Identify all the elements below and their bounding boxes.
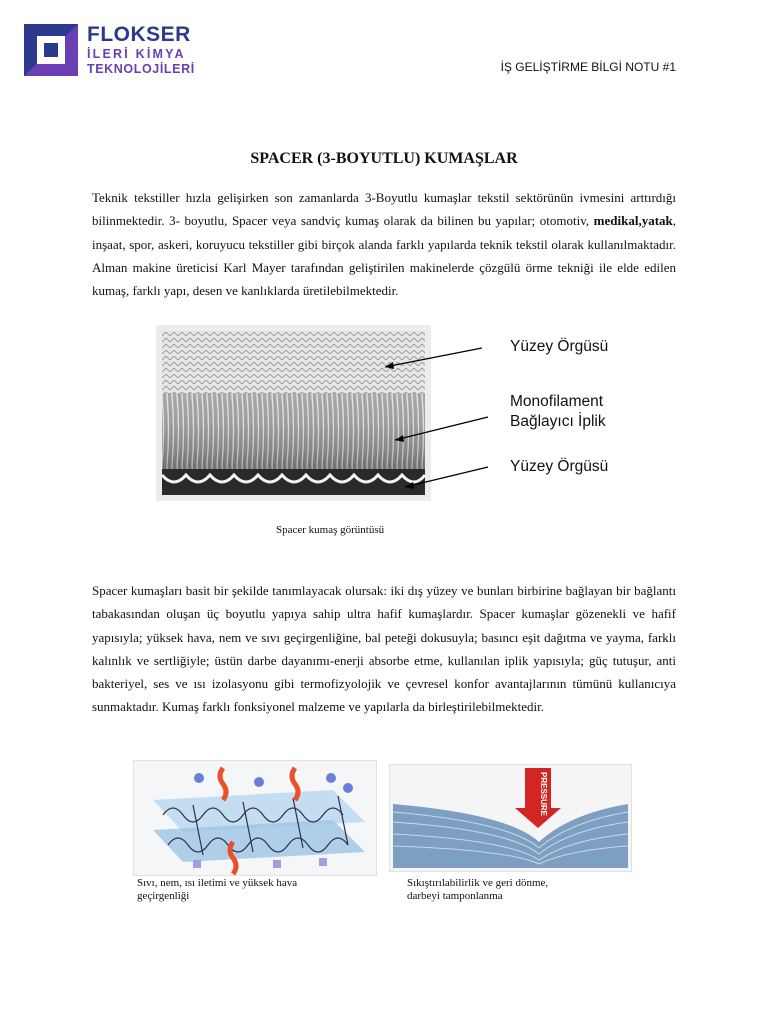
logo-subtitle-1: İLERİ KİMYA — [87, 47, 186, 61]
pressure-label: PRESSURE — [539, 772, 548, 817]
pressure-illustration — [389, 764, 632, 872]
document-title: SPACER (3-BOYUTLU) KUMAŞLAR — [250, 150, 518, 167]
description-paragraph: Spacer kumaşları basit bir şekilde tanımlayacak olursak: iki dış yüzey ve bunları birbirine bağlayan bir bağlantı tabakasından oluşan üç boyutlu yapıya sahip ultra hafif kumaşlardır. Spacer kumaşlar gözenekli ve hafif yapısıyla; yüksek hava, nem ve sıvı geçirgenliğine, bal peteği dokusuyla; basıncı eşit dağıtma ve yayma, farklı kalınlık ve sertliğiyle; üstün darbe dayanımı-enerji absorbe etme, kullanılan iplik yapısıyla; güç tutuşur, anti bakteriyel, ses ve ısı izolasyonu gibi termofizyolojik ve çevresel konfor avantajlarının tümünü kullanıcıya sunmaktadır. Kumaş farklı fonksiyonel malzeme ve yapılarla da birleştirilebilmektedir. — [92, 583, 676, 715]
header-note: İŞ GELİŞTİRME BİLGİ NOTU #1 — [500, 60, 676, 74]
intro-paragraph — [92, 186, 676, 302]
logo-mark-icon — [24, 24, 78, 76]
label-monofilament-line1: Monofilament — [510, 393, 604, 410]
figure3-caption-line2: darbeyi tamponlanma — [407, 890, 503, 902]
spacer-fabric-image — [156, 325, 431, 501]
logo-subtitle-2: TEKNOLOJİLERİ — [87, 61, 195, 76]
intro-text-2: , inşaat, spor, askeri, koruyucu tekstiller gibi birçok alanda farklı yapılarda teknik tekstil olarak kullanılmaktadır. Alman makine üreticisi Karl Mayer tarafından geliştirilen makinelerde çözgülü örme tekniği ile elde edilen kumaş, farklı yapı, desen ve kanlıklarda üretilebilmektedir. — [92, 213, 676, 299]
breathability-illustration — [133, 760, 377, 876]
intro-text-1: Teknik tekstiller hızla gelişirken son zamanlarda 3-Boyutlu kumaşlar tekstil sektörünün ivmesini arttırdığı bilinmektedir. 3- boyutlu, Spacer veya sandviç kumaş olarak da bilinen bu yapılar; otomotiv, — [92, 190, 676, 229]
label-monofilament — [510, 392, 606, 432]
figure2-caption-line2: geçirgenliği — [137, 890, 190, 902]
logo-text — [87, 24, 195, 75]
figure1-caption: Spacer kumaş görüntüsü — [276, 524, 385, 536]
figure2-caption — [137, 877, 367, 903]
figure3-caption — [407, 877, 637, 903]
logo-name: FLOKSER — [87, 23, 191, 46]
label-monofilament-line2: Bağlayıcı İplik — [510, 413, 606, 430]
figure2-caption-line1: Sıvı, nem, ısı iletimi ve yüksek hava — [137, 877, 298, 889]
company-logo — [24, 24, 214, 80]
intro-bold-text: medikal,yatak — [593, 213, 673, 229]
label-surface-knit-bottom: Yüzey Örgüsü — [510, 458, 609, 475]
label-surface-knit-top: Yüzey Örgüsü — [510, 338, 609, 355]
figure3-caption-line1: Sıkıştırılabilirlik ve geri dönme, — [407, 877, 549, 889]
